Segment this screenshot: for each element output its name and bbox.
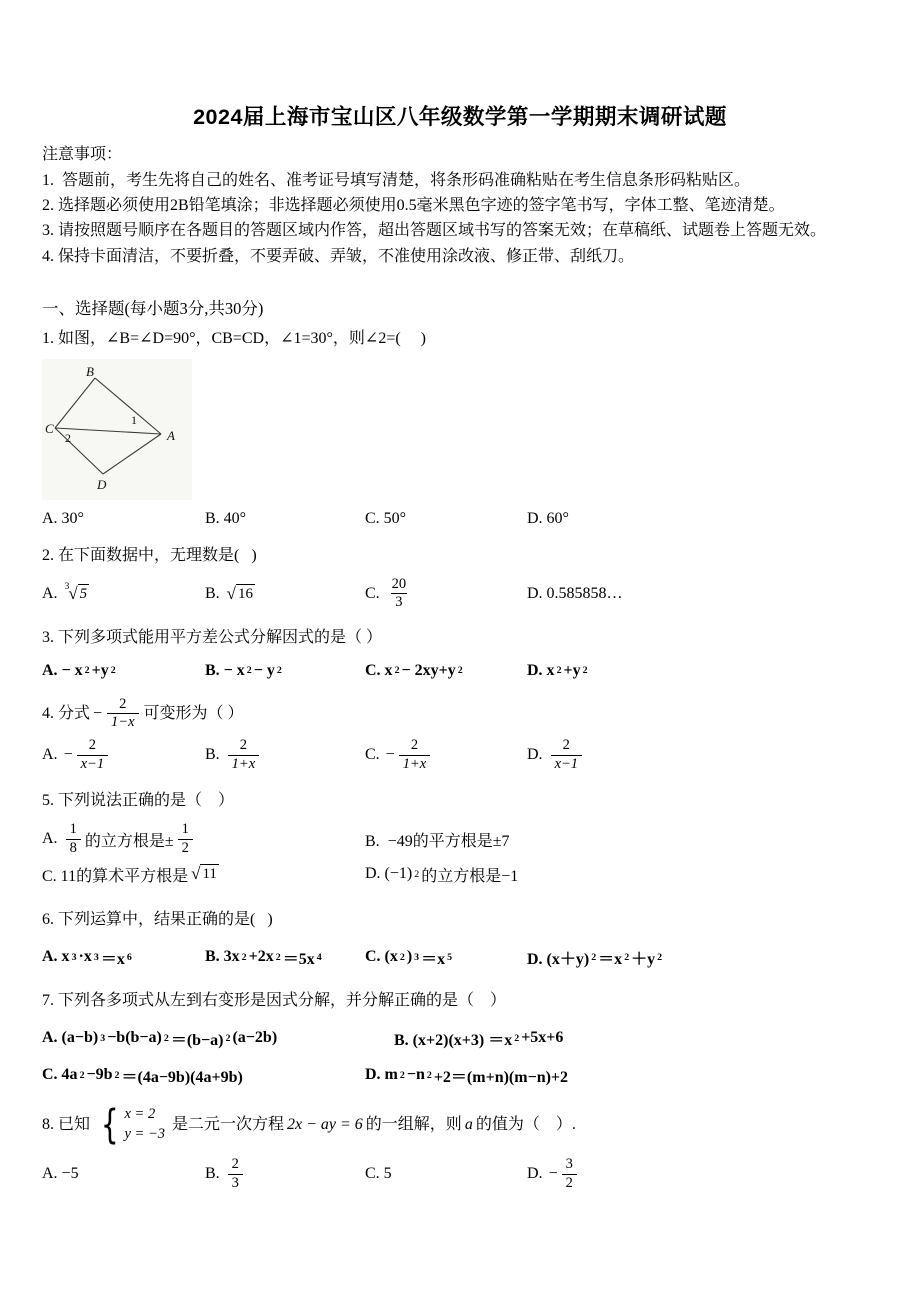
fraction-denominator: 1+x <box>228 755 259 773</box>
q2-option-d: D. 0.585858… <box>527 584 623 602</box>
minus-sign: − <box>548 1165 558 1182</box>
fraction-numerator: 2 <box>88 737 96 754</box>
root-index: 3 <box>64 581 70 592</box>
fraction <box>107 696 138 732</box>
system-equations <box>124 1105 165 1144</box>
q5-option-c <box>42 863 365 886</box>
q7-option-d: D. m 2 −n 2 +2＝(m+n)(m−n)+2 <box>365 1066 569 1086</box>
q1-options <box>42 510 878 528</box>
q6-option-d: D. (x＋y) 2 ＝x 2 ＋y 2 <box>527 950 663 968</box>
system-brace: { <box>100 1101 119 1148</box>
figure-edge-cd <box>55 428 103 474</box>
fraction-denominator: 2 <box>178 839 193 857</box>
q1-stem: 1. 如图，∠B=∠D=90°，CB=CD，∠1=30°，则∠2=( ) <box>42 329 426 347</box>
fraction <box>178 821 193 857</box>
fraction <box>228 737 259 773</box>
page-title: 2024届上海市宝山区八年级数学第一学期期末调研试题 <box>193 105 727 129</box>
angle-1-label: 1 <box>131 412 137 427</box>
radical-sign: √ <box>191 864 201 884</box>
q4-option-a <box>42 737 205 773</box>
fraction <box>228 1156 243 1192</box>
note-item-4: 4. 保持卡面清洁，不要折叠，不要弄破、弄皱，不准使用涂改液、修正带、刮纸刀。 <box>42 247 635 265</box>
q5-options-row-1 <box>42 821 878 857</box>
q1-option-a: A. 30° <box>42 509 84 527</box>
q3-option-a: A. − x 2 +y 2 <box>42 661 116 679</box>
note-item-3: 3. 请按照题号顺序在各题目的答题区域内作答，超出答题区域书写的答案无效；在草稿纸、试题卷上答题无效。 <box>42 222 827 240</box>
q8-stem-pre: 8. 已知 <box>42 1115 91 1133</box>
q7-option-a: A. (a−b) 3 −b(b−a) 2 ＝(b−a) 2 (a−2b) <box>42 1029 278 1049</box>
figure-edge-cb <box>55 378 95 428</box>
fraction <box>77 737 108 773</box>
minus-sign: − <box>385 746 395 764</box>
figure-edge-da <box>103 434 161 474</box>
radical-sign: √ <box>226 583 237 603</box>
system-equation-1: x = 2 <box>124 1105 156 1122</box>
q8-option-c: C. 5 <box>365 1165 392 1182</box>
q3-option-d: D. x 2 +y 2 <box>527 661 588 679</box>
q4-stem-post: 可变形为（ ） <box>143 704 244 722</box>
fraction-denominator: 2 <box>562 1174 577 1192</box>
q7-options-row-2 <box>42 1064 878 1087</box>
fraction <box>66 821 81 857</box>
q3-option-c: C. x 2 − 2xy+y 2 <box>365 661 463 679</box>
fraction-numerator: 1 <box>69 821 77 838</box>
fraction-denominator: 3 <box>228 1174 243 1192</box>
option-label: B. <box>205 1165 224 1182</box>
q8-option-d <box>527 1156 878 1192</box>
option-label: D. <box>527 1165 547 1182</box>
q5-option-a <box>42 821 365 857</box>
fraction-numerator: 1 <box>181 821 189 838</box>
note-item-2: 2. 选择题必须使用2B铅笔填涂；非选择题必须使用0.5毫米黑色字迹的签字笔书写，字体工整、笔迹清楚。 <box>42 197 785 215</box>
angle-2-label: 2 <box>65 430 71 445</box>
notes-section <box>42 143 878 269</box>
equation-system <box>97 1101 165 1148</box>
fraction <box>562 1156 577 1192</box>
minus-sign: − <box>93 704 103 722</box>
fraction-numerator: 3 <box>565 1156 573 1173</box>
option-label: D. <box>527 746 547 764</box>
option-label: B. <box>205 584 224 602</box>
q7-options-row-1 <box>42 1027 878 1050</box>
fraction-numerator: 2 <box>239 737 248 754</box>
q2-options <box>42 576 878 612</box>
note-item-1: 1. 答题前，考生先将自己的姓名、准考证号填写清楚，将条形码准确粘贴在考生信息条形码粘贴区。 <box>42 171 751 189</box>
fraction <box>551 737 582 773</box>
q1-option-d: D. 60° <box>527 509 569 527</box>
q8-options <box>42 1156 878 1192</box>
q3-stem: 3. 下列多项式能用平方差公式分解因式的是（ ） <box>42 628 383 646</box>
fraction-numerator: 20 <box>391 575 407 592</box>
fraction <box>399 737 430 773</box>
q3-option-b: B. − x 2 − y 2 <box>205 661 282 679</box>
option-label: C. <box>365 584 384 602</box>
radicand: 5 <box>78 584 90 605</box>
vertex-label-c: C <box>45 420 54 436</box>
q7-option-c: C. 4a 2 −9b 2 ＝(4a−9b)(4a+9b) <box>42 1066 243 1086</box>
q3-options <box>42 662 878 680</box>
minus-sign: − <box>63 746 73 764</box>
q8-stem <box>42 1101 878 1148</box>
fraction-denominator: 8 <box>66 839 81 857</box>
fraction-denominator: x−1 <box>551 755 582 773</box>
q4-stem <box>42 696 878 732</box>
q8-stem-post: 的值为（ ）. <box>475 1115 576 1133</box>
vertex-label-a: A <box>167 427 175 443</box>
q4-option-c <box>365 737 527 773</box>
q8-option-a: A. −5 <box>42 1165 79 1182</box>
notes-heading: 注意事项： <box>42 146 123 163</box>
vertex-label-b: B <box>86 363 94 379</box>
q8-stem-mid-2: 的一组解，则 <box>365 1115 462 1133</box>
option-label: A. <box>42 584 62 602</box>
q1-figure-svg <box>45 362 187 492</box>
option-text: 的立方根是± <box>84 832 174 850</box>
system-equation-2: y = −3 <box>124 1125 165 1142</box>
radicand: 11 <box>200 864 218 885</box>
q2-option-c <box>365 576 527 612</box>
q7-option-b: B. (x+2)(x+3) ＝x 2 +5x+6 <box>394 1029 564 1049</box>
fraction-numerator: 2 <box>410 737 419 754</box>
figure-edge-ba <box>95 378 161 434</box>
fraction-denominator: 1−x <box>107 713 138 731</box>
fraction-denominator: x−1 <box>77 755 108 773</box>
fraction-denominator: 3 <box>391 593 406 611</box>
option-label: A. <box>42 830 62 848</box>
q2-option-b <box>205 584 365 605</box>
q1-option-c: C. 50° <box>365 509 407 527</box>
q4-options <box>42 737 878 773</box>
vertex-label-d: D <box>97 476 107 492</box>
option-text: C. 11的算术平方根是 <box>42 867 189 885</box>
option-label: A. <box>42 746 62 764</box>
square-root-radical <box>191 864 219 885</box>
q8-stem-mid-1: 是二元一次方程 <box>171 1115 284 1133</box>
fraction-numerator: 2 <box>231 1156 239 1173</box>
q6-stem: 6. 下列运算中，结果正确的是( ) <box>42 910 273 928</box>
option-label: B. <box>205 746 224 764</box>
q8-equation: 2x − ay = 6 <box>287 1115 363 1133</box>
q2-stem: 2. 在下面数据中，无理数是( ) <box>42 546 257 564</box>
q4-stem-pre: 4. 分式 <box>42 704 91 722</box>
q1-option-b: B. 40° <box>205 509 247 527</box>
section-heading: 一、选择题(每小题3分,共30分) <box>42 298 264 318</box>
fraction-numerator: 2 <box>562 737 570 754</box>
q1-figure <box>42 359 192 500</box>
radical-sign: √ <box>68 583 78 603</box>
q8-option-b <box>205 1156 365 1192</box>
option-label: C. <box>365 746 384 764</box>
fraction <box>388 576 411 612</box>
q6-option-a: A. x 3 ·x 3 ＝x 6 <box>42 948 132 968</box>
q8-variable: a <box>464 1115 473 1133</box>
q7-stem: 7. 下列各多项式从左到右变形是因式分解，并分解正确的是（ ） <box>42 991 507 1009</box>
q4-option-d <box>527 737 878 773</box>
q5-option-b: B. −49的平方根是±7 <box>365 832 510 850</box>
q6-options <box>42 946 878 969</box>
radicand: 16 <box>236 584 255 605</box>
q5-options-row-2 <box>42 863 878 886</box>
fraction-denominator: 1+x <box>399 755 430 773</box>
q6-option-c: C. (x 2 ) 3 ＝x 5 <box>365 948 453 968</box>
q2-option-a <box>42 581 205 605</box>
cube-root-radical <box>64 581 90 605</box>
q5-stem: 5. 下列说法正确的是（ ） <box>42 792 235 810</box>
q5-option-d: D. (−1) 2 的立方根是−1 <box>365 865 519 885</box>
q4-option-b <box>205 737 365 773</box>
square-root-radical <box>227 584 255 605</box>
q6-option-b: B. 3x 2 +2x 2 ＝5x 4 <box>205 948 322 968</box>
fraction-numerator: 2 <box>119 695 127 712</box>
